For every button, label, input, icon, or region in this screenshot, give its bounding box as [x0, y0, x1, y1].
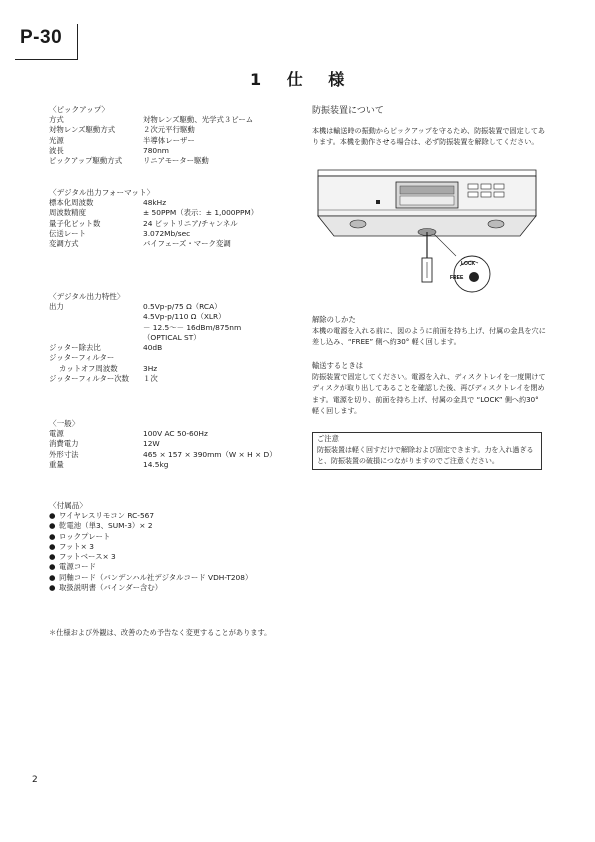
general-rows: [49, 429, 277, 470]
spec-key: [49, 323, 143, 333]
transport-title: 輸送するときは: [312, 361, 364, 370]
spec-key: ピックアップ駆動方式: [49, 156, 123, 166]
spec-key: 伝送レート: [49, 228, 86, 238]
bullet-icon: ●: [49, 541, 56, 551]
caution-text: 防振装置は軽く回すだけで解除および固定できます。力を入れ過ぎると、防振装置の破損につながりますのでご注意ください。: [317, 445, 534, 465]
digital-output-section: [49, 291, 241, 384]
spec-key: 波長: [49, 145, 64, 155]
spec-key: カットオフ周波数: [59, 363, 118, 373]
accessory-item: [49, 562, 252, 572]
spec-value: ２次元平行駆動: [143, 125, 195, 135]
spec-key: 量子化ビット数: [49, 218, 101, 228]
spec-key: ジッターフィルター次数: [49, 374, 130, 384]
device-illustration: [310, 162, 545, 302]
pickup-section: [49, 104, 253, 166]
spec-value: 465 × 157 × 390mm（W × H × D）: [143, 449, 277, 459]
page-number: 2: [32, 775, 38, 785]
section-title-accessories: 〈付属品〉: [49, 501, 87, 510]
section-title-digital-output: 〈デジタル出力特性〉: [49, 292, 125, 301]
caution-box: [312, 432, 542, 470]
accessory-label: フット× 3: [59, 541, 94, 551]
spec-key: [49, 333, 143, 343]
spec-value: （OPTICAL ST）: [143, 332, 201, 342]
spec-row: [49, 429, 277, 439]
anti-vibration-intro: 本機は輸送時の振動からピックアップを守るため、防振装置で固定してあります。本機を動作させる場合は、必ず防振装置を解除してください。: [312, 126, 546, 147]
spec-key: [49, 312, 143, 322]
spec-row: [49, 208, 258, 218]
spec-value: ± 50PPM（表示：± 1,000PPM）: [143, 208, 259, 218]
spec-key: 電源: [49, 429, 64, 438]
model-name: P-30: [20, 27, 63, 48]
anti-vibration-title: 防振装置について: [312, 106, 384, 116]
spec-row: [49, 439, 277, 449]
spec-row: [49, 353, 241, 363]
transport-text: 防振装置で固定してください。電源を入れ、ディスクトレイを一度開けてディスクが取り出してあることを確認した後、再びディスクトレイを閉めます。電源を切り、前面を持ち上げ、付属の金具で “LOCK” 側へ約30° 軽く回します。: [312, 372, 546, 416]
spec-key: 標本化周波数: [49, 198, 94, 207]
bullet-icon: ●: [49, 511, 56, 520]
accessories-list: [49, 511, 252, 593]
spec-value: 3Hz: [143, 363, 158, 373]
general-section: [49, 418, 277, 470]
spec-row: [49, 229, 258, 239]
accessories-section: [49, 500, 252, 593]
spec-key: 光源: [49, 135, 64, 145]
accessory-label: 同軸コード（バンデンハル社デジタルコード VDH-T208）: [59, 572, 253, 582]
spec-value: － 12.5～－ 16dBm/875nm: [143, 322, 242, 332]
bullet-icon: ●: [49, 562, 56, 572]
accessory-item: [49, 583, 252, 593]
accessory-item: [49, 552, 252, 562]
spec-key: 変調方式: [49, 239, 79, 249]
spec-value: １次: [143, 374, 158, 384]
spec-key: ジッター除去比: [49, 343, 101, 353]
spec-row: [49, 364, 241, 374]
spec-row: [49, 374, 241, 384]
spec-value: 対物レンズ駆動、光学式３ビーム: [143, 115, 254, 124]
accessory-item: [49, 511, 252, 521]
bullet-icon: ●: [49, 572, 56, 582]
spec-key: 外形寸法: [49, 449, 79, 459]
spec-key: 消費電力: [49, 439, 79, 449]
section-title-digital-format: 〈デジタル出力フォーマット〉: [49, 188, 155, 197]
accessory-label: フットベース× 3: [59, 552, 116, 562]
spec-value: 780nm: [143, 145, 169, 155]
spec-key: 周波数精度: [49, 208, 86, 218]
spec-key: 方式: [49, 115, 64, 124]
spec-value: 40dB: [143, 343, 163, 353]
digital-output-rows: [49, 302, 241, 384]
spec-value: 48kHz: [143, 198, 167, 207]
release-title: 解除のしかた: [312, 315, 356, 324]
bullet-icon: ●: [49, 531, 56, 541]
spec-row: [49, 156, 253, 166]
pickup-rows: [49, 115, 253, 166]
section-title-general: 〈一般〉: [49, 419, 80, 428]
spec-row: [49, 239, 258, 249]
accessory-item: [49, 532, 252, 542]
digital-format-section: [49, 187, 258, 249]
spec-key: 重量: [49, 459, 64, 469]
spec-row: [49, 312, 241, 322]
spec-row: [49, 115, 253, 125]
caution-title: ご注意: [317, 434, 339, 443]
spec-value: リニアモーター駆動: [143, 156, 209, 166]
free-label: FREE: [450, 275, 464, 281]
spec-row: [49, 333, 241, 343]
spec-row: [49, 323, 241, 333]
section-title-pickup: 〈ピックアップ〉: [49, 105, 110, 114]
spec-row: [49, 450, 277, 460]
spec-row: [49, 136, 253, 146]
bullet-icon: ●: [49, 583, 56, 593]
spec-value: 4.5Vp-p/110 Ω（XLR）: [143, 312, 226, 322]
footnote: ＊仕様および外観は、改善のため予告なく変更することがあります。: [49, 628, 272, 637]
accessory-label: 乾電池（単3、SUM-3）× 2: [59, 521, 153, 531]
accessory-item: [49, 521, 252, 531]
accessory-label: ワイヤレスリモコン RC-567: [59, 511, 155, 520]
bullet-icon: ●: [49, 521, 56, 531]
bullet-icon: ●: [49, 552, 56, 562]
digital-format-rows: [49, 198, 258, 249]
accessory-label: 電源コード: [59, 562, 96, 572]
page-title: 1 仕 様: [250, 70, 355, 89]
spec-row: [49, 302, 241, 312]
spec-key: ジッターフィルター: [49, 353, 115, 363]
spec-value: 24 ビットリニア/チャンネル: [143, 218, 238, 228]
spec-key: 対物レンズ駆動方式: [49, 125, 116, 135]
spec-row: [49, 460, 277, 470]
accessory-label: 取扱説明書（バインダー含む）: [59, 583, 163, 593]
spec-row: [49, 343, 241, 353]
spec-row: [49, 125, 253, 135]
spec-value: 100V AC 50-60Hz: [143, 429, 208, 438]
release-text: 本機の電源を入れる前に、図のように前面を持ち上げ、付属の金具を穴に差し込み、“FREE” 側へ約30° 軽く回します。: [312, 326, 546, 347]
accessory-item: [49, 542, 252, 552]
spec-value: バイフェーズ・マーク変調: [143, 239, 231, 249]
lock-label: LOCK: [461, 261, 476, 267]
spec-value: 半導体レーザー: [143, 135, 195, 145]
spec-key: 出力: [49, 302, 64, 311]
accessory-item: [49, 573, 252, 583]
spec-value: 12W: [143, 439, 160, 449]
spec-row: [49, 198, 258, 208]
spec-value: 0.5Vp-p/75 Ω（RCA）: [143, 302, 222, 311]
spec-value: 3.072Mb/sec: [143, 228, 191, 238]
accessory-label: ロックプレート: [59, 531, 111, 541]
spec-row: [49, 146, 253, 156]
spec-value: 14.5kg: [143, 459, 169, 469]
spec-row: [49, 219, 258, 229]
